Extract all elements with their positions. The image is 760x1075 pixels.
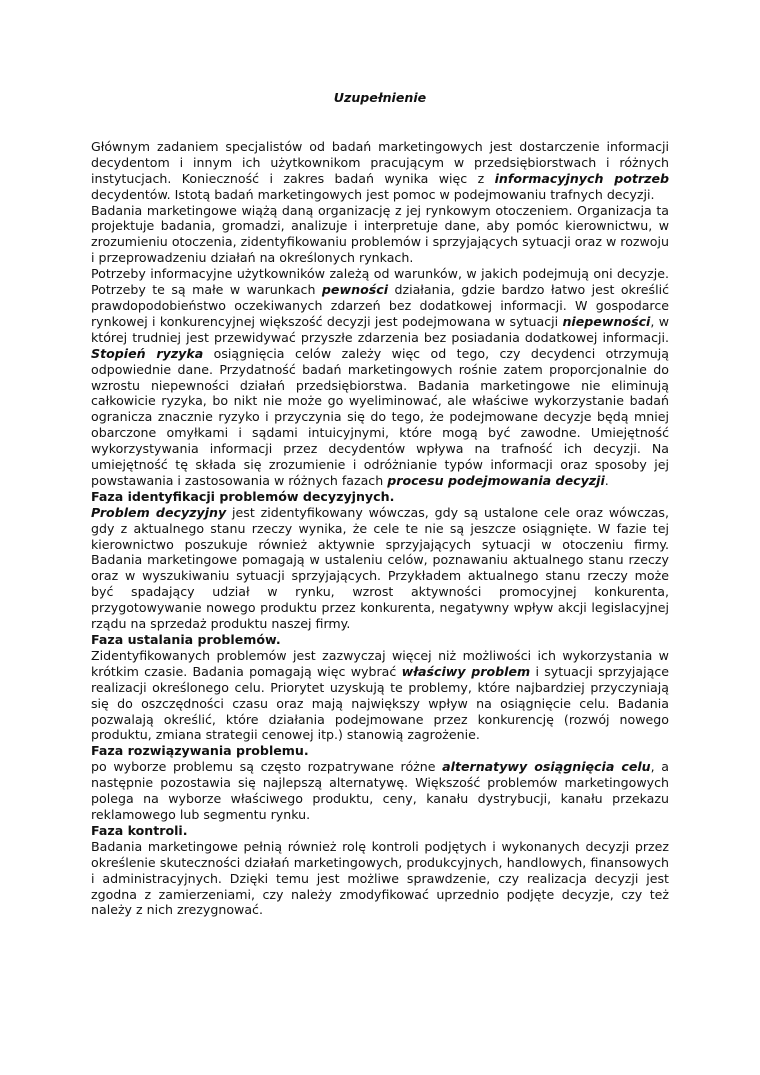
document-title: Uzupełnienie <box>333 90 427 105</box>
intro-p3-text-c: , w której trudniej jest przewidywać przyszłe zdarzenia bez posiadania dodatkowej informacji. <box>91 313 670 345</box>
intro-p3-text-b: działania, gdzie bardzo łatwo jest określić prawdopodobieństwo oczekiwanych zdarzeń bez dodatkowej informacji. W gospodarce rynkowej i konkurencyjnej większość decyzji jest podejmowana w sytuacji <box>91 282 669 329</box>
intro-paragraph-1 <box>91 139 669 203</box>
section-4-heading: Faza kontroli. <box>91 822 188 838</box>
intro-p3-emphasis-2: niepewności <box>562 313 651 329</box>
intro-p3-text-e: . <box>604 472 609 488</box>
section-2-emphasis: właściwy problem <box>401 663 531 679</box>
section-1-heading: Faza identyfikacji problemów decyzyjnych. <box>91 488 395 504</box>
intro-p3-emphasis-3: Stopień ryzyka <box>91 345 204 361</box>
section-3-paragraph <box>91 759 669 823</box>
intro-p3-text-d: osiągnięcia celów zależy więc od tego, czy decydenci otrzymują odpowiednie dane. Przydatność badań marketingowych rośnie zatem proporcjonalnie do wzrostu niepewności działań przedsiębiorstwa. Badania marketingowe nie eliminują całkowicie ryzyka, bo nikt nie może go wyeliminować, ale właściwe wykorzystanie badań ogranicza znacznie ryzyko i przyczynia się do tego, że podejmowane decyzje będą mniej obarczone omyłkami i sądami intuicyjnymi, które mogą być zawodne. Umiejętność wykorzystywania informacji przez decydentów wpływa na trafność ich decyzji. Na umiejętność tę składa się zrozumienie i odróżnianie typów informacji oraz sposoby jej powstawania i zastosowania w różnych fazach <box>91 345 669 488</box>
section-1-text: jest zidentyfikowany wówczas, gdy są ustalone cele oraz wówczas, gdy z aktualnego stanu rzeczy wynika, że cele te nie są jeszcze osiągnięte. W fazie tej kierownictwo poszukuje również aktywnie sprzyjających sytuacji w otoczeniu firmy. Badania marketingowe pomagają w ustaleniu celów, poznawaniu aktualnego stanu rzeczy oraz w wyszukiwaniu sytuacji sprzyjających. Przykładem aktualnego stanu rzeczy może być spadający udział w rynku, wzrost aktywności promocyjnej konkurenta, przygotowywanie nowego produktu przez konkurenta, negatywny wpływ akcji legislacyjnej rządu na sprzedaż produktu naszej firmy. <box>91 504 669 632</box>
intro-p3-text-a: Potrzeby informacyjne użytkowników zależą od warunków, w jakich podejmują oni decyzje. Potrzeby te są małe w warunkach <box>91 266 669 298</box>
section-3-text-b: , a następnie pozostawia się najlepszą alternatywę. Większość problemów marketingowych polega na wyborze właściwego produktu, ceny, kanału dystrybucji, kanału przekazu reklamowego lub segmentu rynku. <box>91 759 669 822</box>
section-4-paragraph: Badania marketingowe pełnią również rolę kontroli podjętych i wykonanych decyzji przez określenie skuteczności działań marketingowych, produkcyjnych, handlowych, finansowych i administracyjnych. Dzięki temu jest możliwe sprawdzenie, czy realizacja decyzji jest zgodna z zamierzeniami, czy należy zmodyfikować uprzednio podjęte decyzje, czy też należy z nich zrezygnować. <box>91 838 669 918</box>
section-1-paragraph <box>91 505 669 632</box>
section-3-heading: Faza rozwiązywania problemu. <box>91 743 309 759</box>
intro-p1-text-a: Głównym zadaniem specjalistów od badań marketingowych jest dostarczenie informacji decydentom i innym ich użytkownikom pracującym w przedsiębiorstwach i różnych instytucjach. Konieczność i zakres badań wynika więc z <box>91 138 669 186</box>
intro-p1-text-b: decydentów. Istotą badań marketingowych jest pomoc w podejmowaniu trafnych decyzji. <box>91 186 655 202</box>
document-page <box>91 90 669 918</box>
intro-paragraph-3 <box>91 266 669 489</box>
section-2-heading: Faza ustalania problemów. <box>91 632 281 647</box>
section-3-text-a: po wyborze problemu są często rozpatrywane różne <box>91 759 443 775</box>
intro-p3-emphasis-4: procesu podejmowania decyzji <box>387 472 605 488</box>
section-2-text-b: i sytuacji sprzyjające realizacji określonego celu. Priorytet uzyskują te problemy, które najbardziej przyczyniają się do oszczędności czasu oraz mają największy wpływ na osiągnięcie celu. Badania pozwalają określić, które działania podejmowane przez konkurencję (rozwój nowego produktu, zmiana strategii cenowej itp.) stanowią zagrożenie. <box>91 663 669 743</box>
section-1-emphasis: Problem decyzyjny <box>91 504 227 520</box>
intro-paragraph-2: Badania marketingowe wiążą daną organizację z jej rynkowym otoczeniem. Organizacja ta projektuje badania, gromadzi, analizuje i interpretuje dane, aby pomóc kierownictwu, w zrozumieniu otoczenia, zidentyfikowaniu problemów i sprzyjających sytuacji oraz w rozwoju i przeprowadzeniu działań na określonych rynkach. <box>91 202 669 266</box>
section-2-paragraph <box>91 648 669 743</box>
section-2-text-a: Zidentyfikowanych problemów jest zazwyczaj więcej niż możliwości ich wykorzystania w krótkim czasie. Badania pomagają więc wybrać <box>91 647 669 679</box>
intro-p1-emphasis: informacyjnych potrzeb <box>494 170 670 186</box>
intro-p3-emphasis-1: pewności <box>321 282 389 298</box>
section-3-emphasis: alternatywy osiągnięcia celu <box>442 759 651 775</box>
